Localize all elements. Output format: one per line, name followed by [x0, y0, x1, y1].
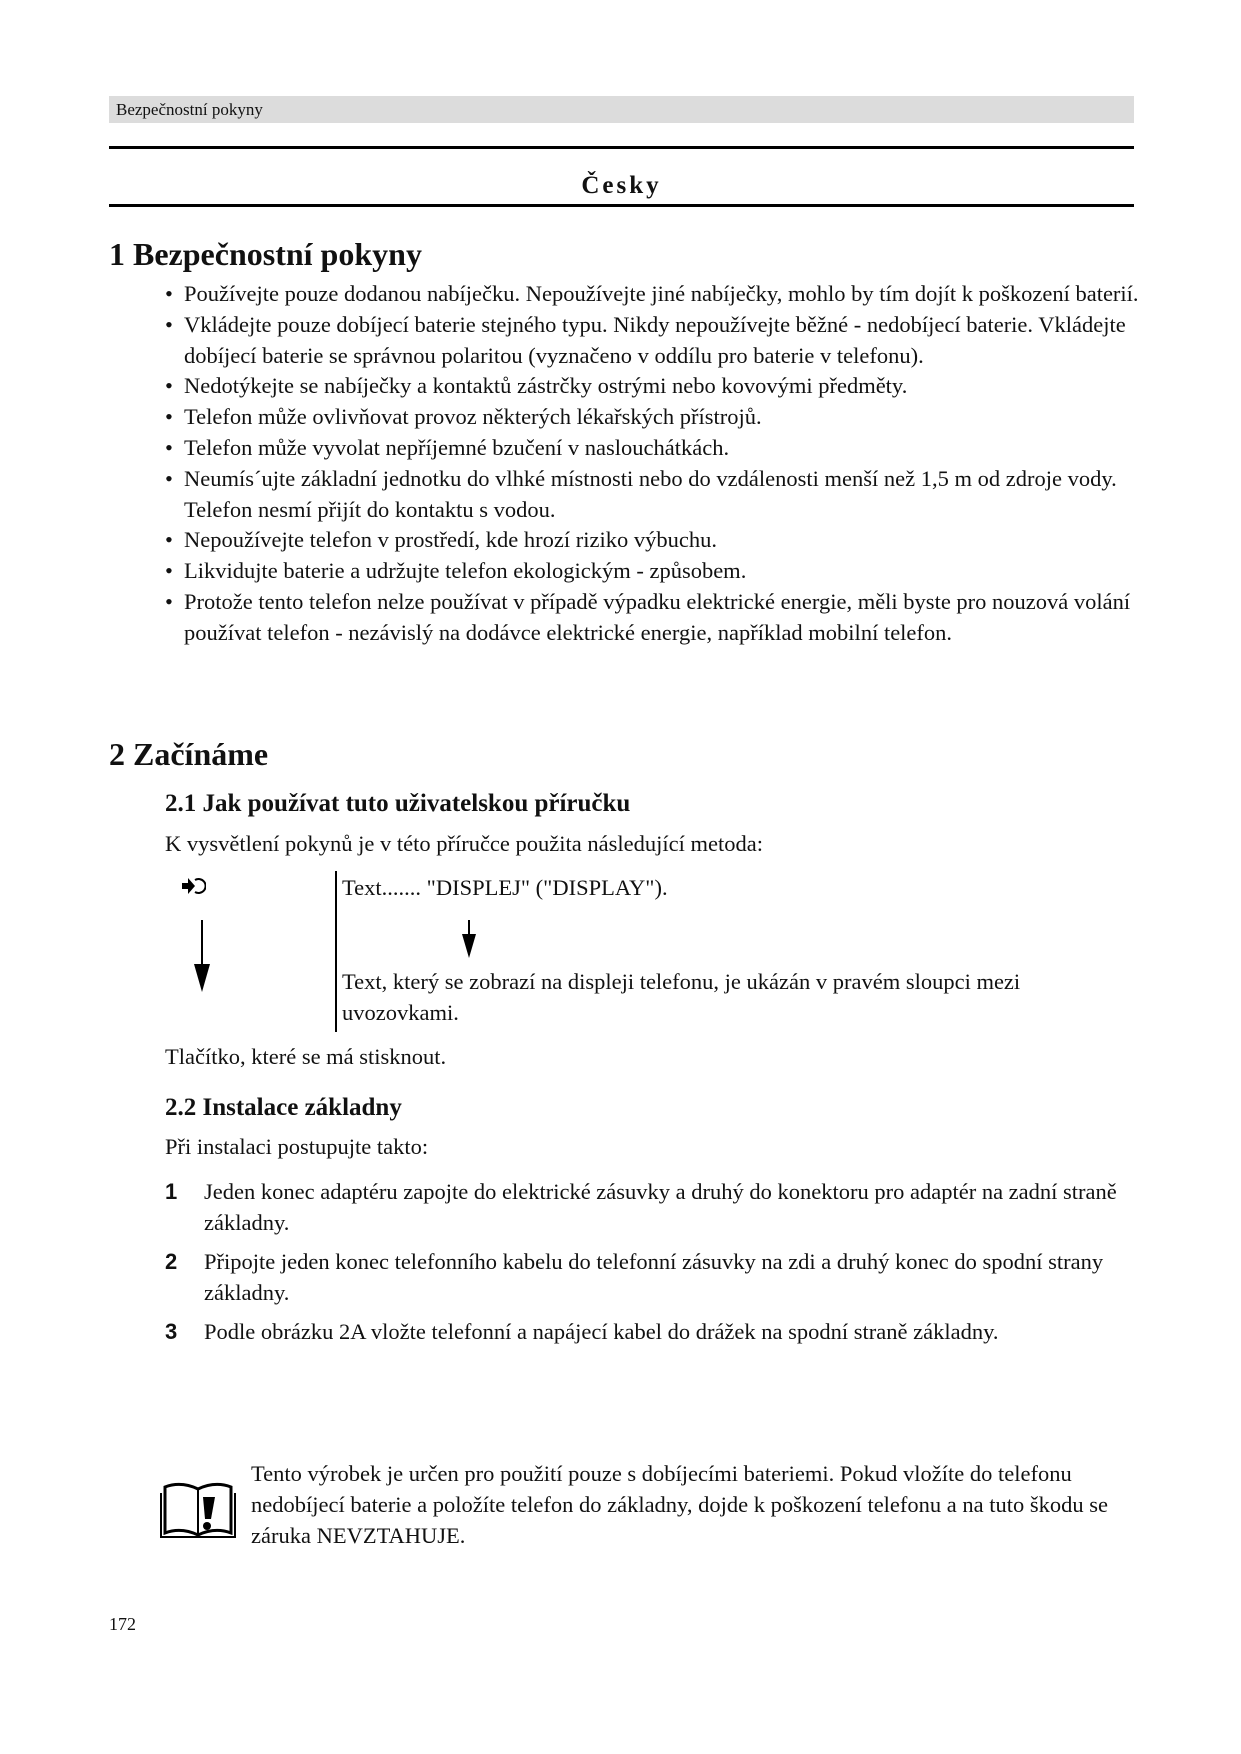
down-arrow-icon	[459, 920, 479, 958]
list-item	[165, 1316, 1135, 1347]
list-item: • Vkládejte pouze dobíjecí baterie stejného typu. Nikdy nepoužívejte běžné - nedobíjecí baterie. Vkládejte dobíjecí baterie se správnou polaritou (vyznačeno v oddílu pro baterie v telefonu).	[165, 311, 1126, 368]
button-explanation: Tlačítko, které se má stisknout.	[165, 1044, 447, 1069]
subsection-2-1-heading: 2.1 Jak používat tuto uživatelskou příručku	[165, 790, 631, 817]
step-text: Podle obrázku 2A vložte telefonní a napájecí kabel do drážek na spodní straně základny.	[204, 1319, 999, 1344]
subsection-2-2-heading: 2.2 Instalace základny	[165, 1094, 402, 1121]
display-explanation: Text, který se zobrazí na displeji telefonu, je ukázán v pravém sloupci mezi uvozovkami.	[342, 969, 1021, 1025]
section1-heading: 1 Bezpečnostní pokyny	[109, 236, 422, 272]
list-item: • Protože tento telefon nelze používat v případě výpadku elektrické energie, měli byste pro nouzová volání používat telefon - nezávislý na dodávce elektrické energie, například mobilní telefon.	[165, 588, 1131, 645]
step-text: Připojte jeden konec telefonního kabelu do telefonní zásuvky na zdi a druhý konec do spodní strany základny.	[204, 1249, 1104, 1305]
book-warning-icon	[159, 1477, 237, 1539]
list-item: • Likvidujte baterie a udržujte telefon ekologickým - způsobem.	[165, 558, 747, 584]
safety-bullet-list	[165, 279, 1145, 649]
down-arrow-icon	[190, 920, 214, 992]
step-text: Jeden konec adaptéru zapojte do elektrické zásuvky a druhý do konektoru pro adaptér na zadní straně základny.	[204, 1179, 1117, 1235]
list-item: • Neumís´ujte základní jednotku do vlhké místnosti nebo do vzdálenosti menší než 1,5 m od zdroje vody. Telefon nesmí přijít do kontaktu s vodou.	[165, 465, 1117, 522]
top-rule	[109, 146, 1134, 149]
installation-steps	[165, 1176, 1135, 1355]
list-item: • Telefon může vyvolat nepříjemné bzučení v naslouchátkách.	[165, 434, 730, 460]
list-item	[165, 1176, 1135, 1238]
step-number: 3	[165, 1319, 178, 1344]
page-number: 172	[109, 1614, 136, 1634]
section2-heading: 2 Začínáme	[109, 736, 269, 772]
list-item: • Nedotýkejte se nabíječky a kontaktů zástrčky ostrými nebo kovovými předměty.	[165, 373, 908, 399]
running-header: Bezpečnostní pokyny	[109, 96, 1134, 123]
list-item: • Nepoužívejte telefon v prostředí, kde hrozí riziko výbuchu.	[165, 527, 717, 553]
installation-intro: Při instalaci postupujte takto:	[165, 1134, 429, 1159]
list-item: • Telefon může ovlivňovat provoz některých lékařských přístrojů.	[165, 404, 762, 430]
method-divider	[335, 871, 337, 1032]
enter-key-icon	[180, 875, 206, 897]
bottom-rule	[109, 204, 1134, 207]
list-item: • Používejte pouze dodanou nabíječku. Nepoužívejte jiné nabíječky, mohlo by tím dojít k poškození baterií.	[165, 281, 1139, 306]
language-title: Česky	[581, 172, 662, 199]
battery-warning-note: Tento výrobek je určen pro použití pouze s dobíjecími bateriemi. Pokud vložíte do telefonu nedobíjecí baterie a položíte telefon do základny, dojde k poškození telefonu a na tuto škodu se záruka NEVZTAHUJE.	[251, 1461, 1109, 1548]
step-number: 2	[165, 1249, 178, 1274]
list-item	[165, 1246, 1135, 1308]
method-intro: K vysvětlení pokynů je v této příručce použita následující metoda:	[165, 831, 763, 856]
step-number: 1	[165, 1179, 178, 1204]
display-example: Text....... "DISPLEJ" ("DISPLAY").	[342, 875, 668, 900]
